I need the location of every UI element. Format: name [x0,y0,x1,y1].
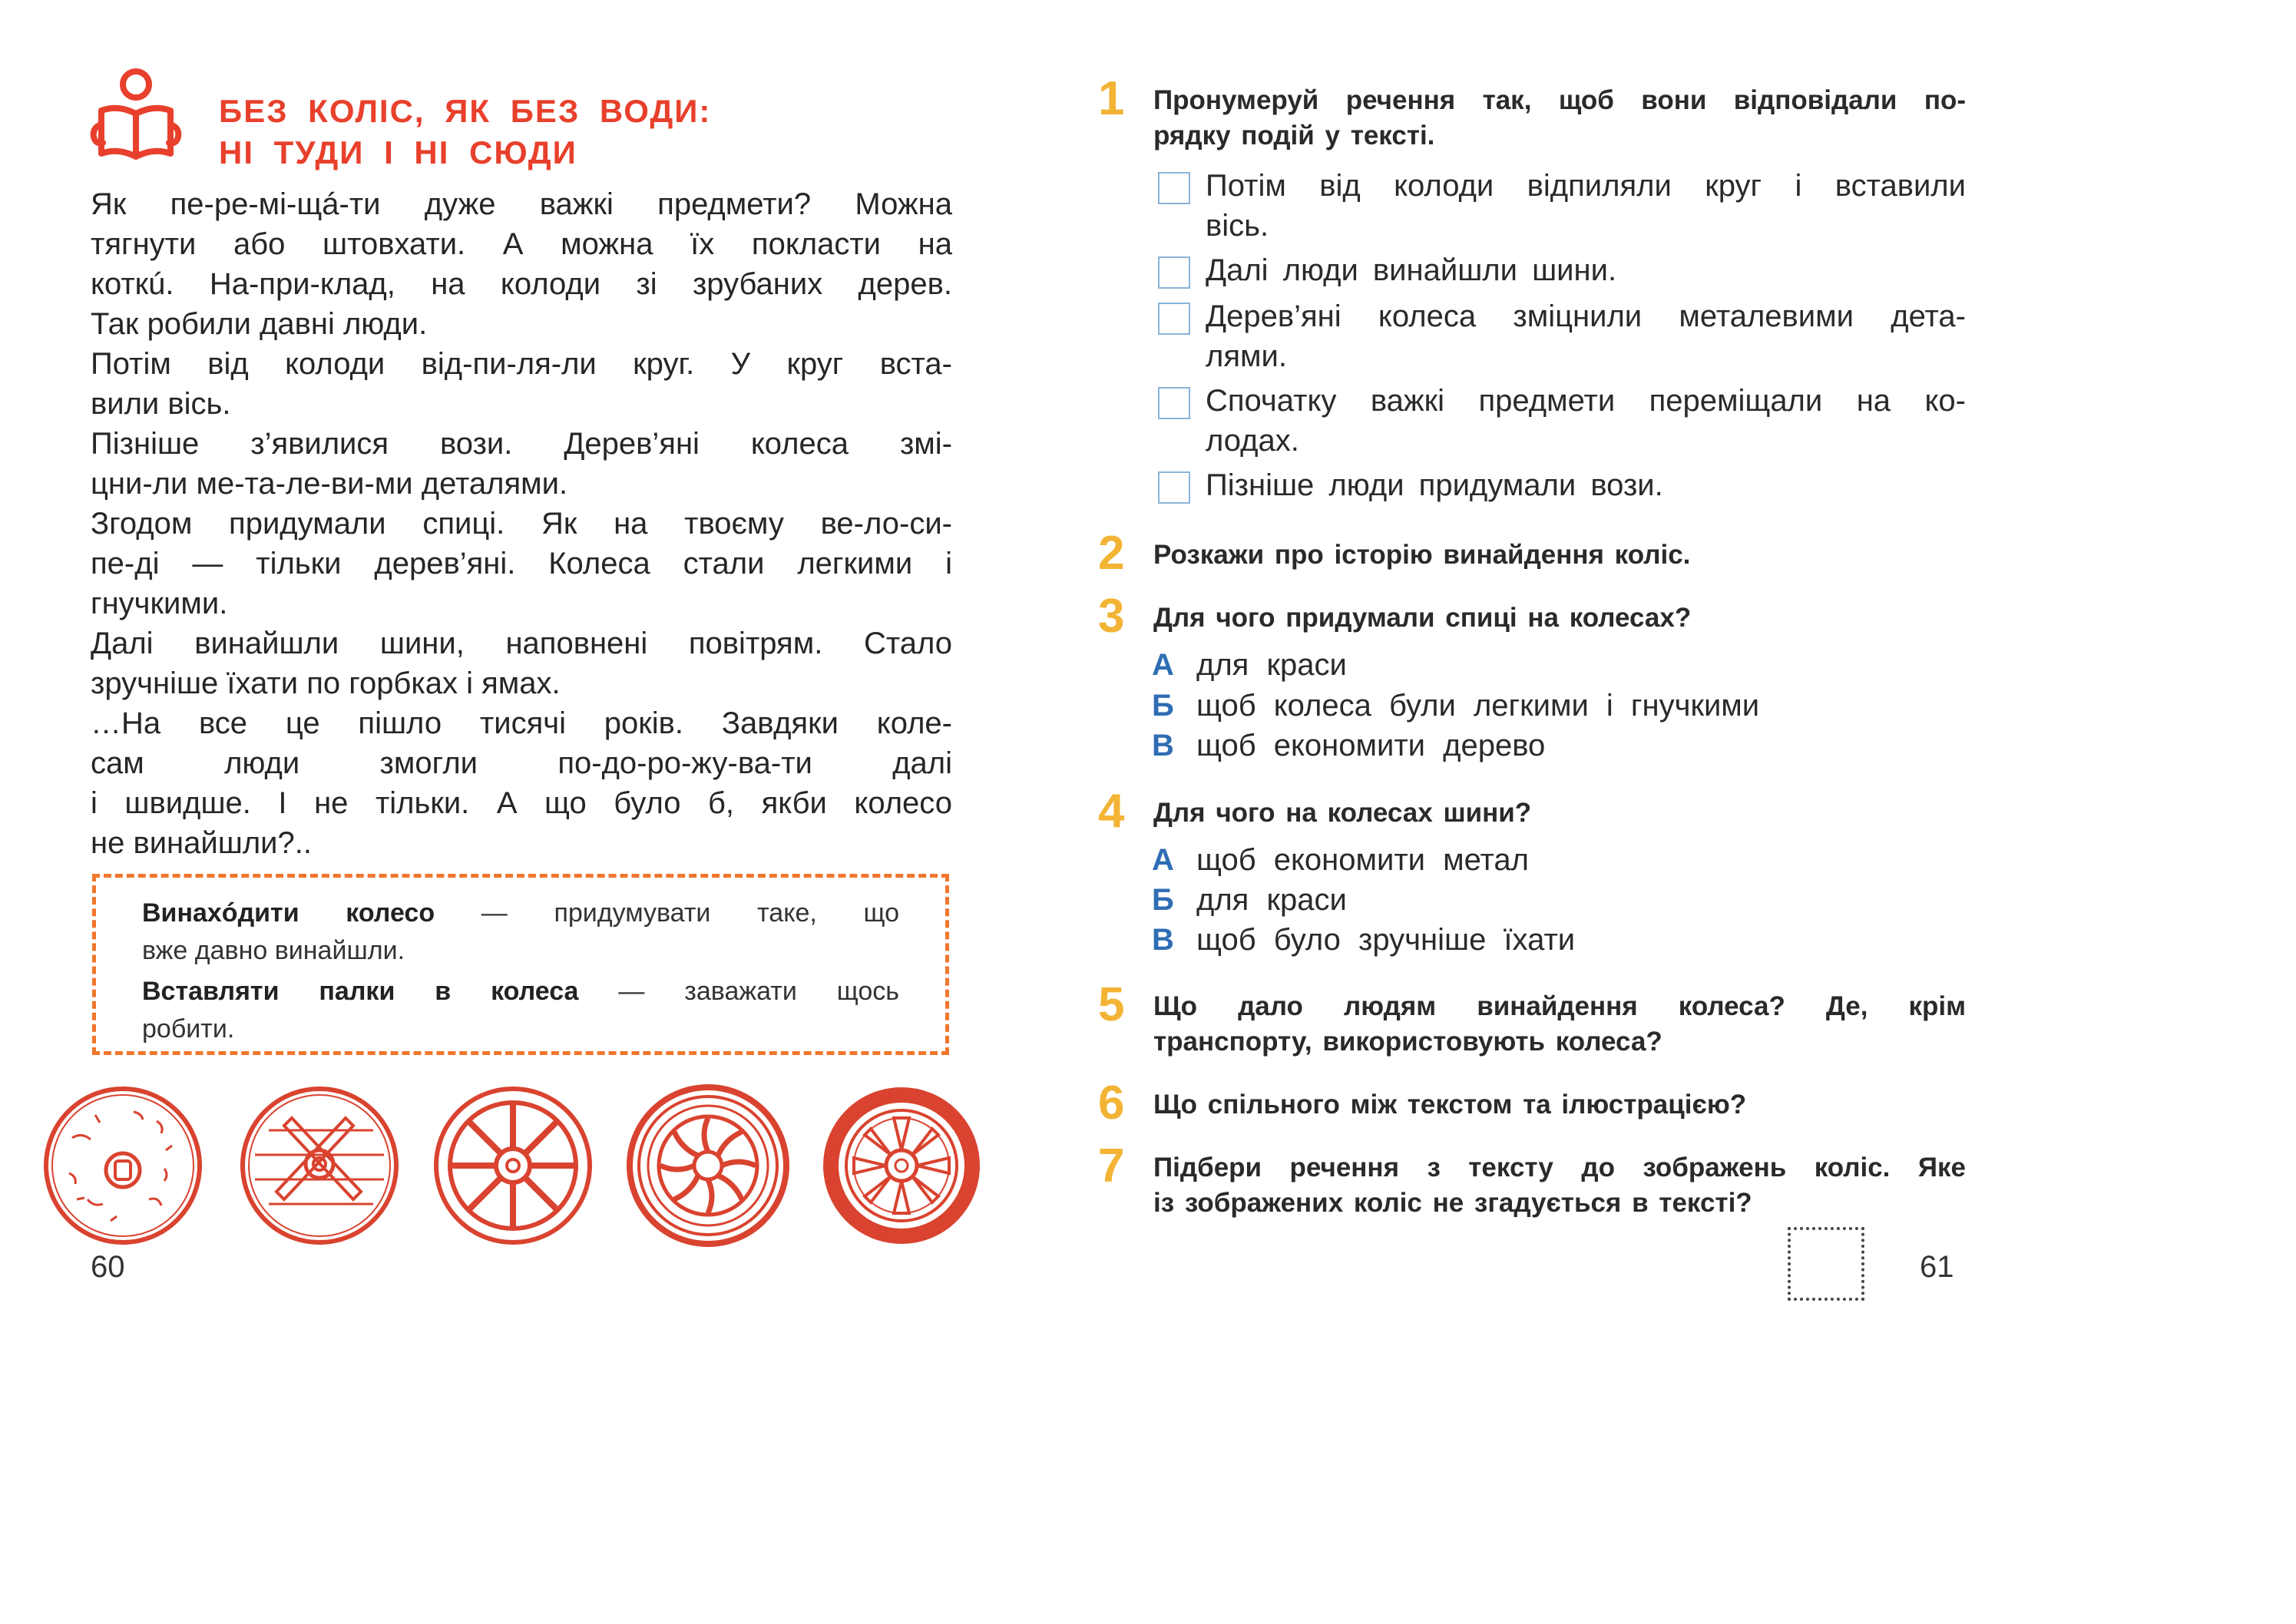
question-line: транспорту, використовують колеса? [1153,1027,1662,1057]
ordering-line: лодах. [1206,424,1299,458]
question-text [1153,1150,1966,1221]
story-paragraph [91,504,952,623]
option-text: для краси [1196,648,1347,682]
rimmed-wheel-icon [627,1084,789,1247]
story-paragraph [91,344,952,424]
question-number: 3 [1098,590,1125,643]
q3-option-b[interactable] [1152,686,1759,726]
stone-wheel-icon [41,1084,204,1247]
option-letter: А [1152,843,1174,877]
number-answer-box[interactable] [1158,471,1190,504]
ordering-item [1158,465,1966,505]
story-line: гнучкими. [91,587,228,620]
option-text: щоб було зручніше їхати [1196,923,1576,957]
question-text: Для чого придумали спиці на колесах? [1153,603,1692,633]
option-text: щоб колеса були легкими і гнучкими [1196,689,1760,723]
number-answer-box[interactable] [1158,387,1190,419]
idiom-line [142,895,899,932]
ordering-line: лями. [1206,339,1287,373]
question-text: Для чого на колесах шини? [1153,798,1532,828]
title-line-2: НІ ТУДИ І НІ СЮДИ [219,134,577,170]
question-line: Що дало людям винайдення колеса? Де, крім [1153,991,1966,1021]
story-line: Як пе-ре-мі-щá-ти дуже важкі предмети? Можна [91,187,952,221]
question-text [1153,989,1966,1060]
page-number-right: 61 [1920,1250,1954,1284]
question-number: 6 [1098,1077,1125,1130]
option-text: щоб економити дерево [1196,729,1546,762]
question-text: Що спільного між текстом та ілюстрацією? [1153,1090,1747,1120]
ordering-item [1158,166,1966,246]
option-letter: В [1152,923,1174,957]
idiom-box [92,874,949,1055]
story-paragraph [91,184,952,344]
question-line: Підбери речення з тексту до зображень коліс. Яке [1153,1153,1966,1182]
option-text: для краси [1196,883,1347,917]
ordering-item [1158,250,1966,290]
number-answer-box[interactable] [1158,256,1190,289]
story-paragraph [91,424,952,504]
story-line: і швидше. І не тільки. А що було б, якби колесо [91,786,952,820]
q4-option-a[interactable] [1152,840,1529,880]
story-line: цни-ли ме-та-ле-ви-ми деталями. [91,467,568,501]
idiom-line [142,973,899,1010]
page-number-left: 60 [91,1250,125,1284]
option-text: щоб економити метал [1196,843,1530,877]
option-letter: Б [1152,689,1174,723]
story-paragraph [91,623,952,703]
dotted-answer-box[interactable] [1788,1227,1864,1301]
option-letter: В [1152,729,1174,762]
question-text: Розкажи про історію винайдення коліс. [1153,540,1691,570]
wooden-plank-wheel-icon [238,1084,401,1247]
question-number: 7 [1098,1139,1125,1192]
spoked-wheel-icon [432,1084,594,1247]
question-number: 5 [1098,978,1125,1031]
ordering-line: Дерев’яні колеса зміцнили металевими дета- [1206,299,1966,333]
story-line: не винайшли?.. [91,826,312,860]
page-title [219,91,711,174]
ordering-line: Потім від колоди відпиляли круг і вставили [1206,169,1966,203]
story-line: зручніше їхати по горбках і ямах. [91,666,561,700]
story-line: пе-ді — тільки дерев’яні. Колеса стали легкими і [91,547,952,580]
story-line: Так робили давні люди. [91,307,428,341]
story-line: сам люди змогли по-до-ро-жу-ва-ти далі [91,746,952,780]
story-line: Згодом придумали спиці. Як на твоєму ве-ло-си- [91,507,952,541]
question-text [1153,83,1966,154]
title-line-1: БЕЗ КОЛІС, ЯК БЕЗ ВОДИ: [219,93,712,129]
reader-icon [86,66,186,166]
tire-wheel-icon [820,1084,983,1247]
story-line: вили вісь. [91,387,231,421]
ordering-line: Пізніше люди придумали вози. [1206,468,1663,502]
option-letter: А [1152,648,1174,682]
number-answer-box[interactable] [1158,172,1190,204]
question-line: Пронумеруй речення так, щоб вони відповідали по- [1153,85,1966,115]
ordering-item [1158,381,1966,461]
story-line: коткú. На-при-клад, на колоди зі зрубаних дерев. [91,267,952,301]
question-number: 1 [1098,72,1125,125]
question-line: рядку подій у тексті. [1153,121,1435,150]
q3-option-a[interactable] [1152,645,1347,685]
story-line: Пізніше з’явилися вози. Дерев’яні колеса змі- [91,427,952,461]
ordering-item [1158,296,1966,376]
q4-option-c[interactable] [1152,920,1575,960]
ordering-line: Спочатку важкі предмети переміщали на ко- [1206,384,1966,418]
number-answer-box[interactable] [1158,303,1190,335]
idiom-definition: — придумувати таке, що [435,898,900,928]
question-line: із зображених коліс не згадується в тексті? [1153,1188,1752,1218]
story-line: …На все це пішло тисячі років. Завдяки коле- [91,706,952,740]
question-number: 2 [1098,527,1125,580]
idiom-definition: — заважати щось [578,977,899,1006]
idiom-term: Винахóдити колесо [142,898,435,928]
story-paragraph [91,703,952,863]
story-text [91,184,952,863]
story-line: Далі винайшли шини, наповнені повітрям. Стало [91,627,952,660]
idiom-term: Вставляти палки в колеса [142,977,579,1006]
ordering-line: вісь. [1206,209,1269,243]
option-letter: Б [1152,883,1174,917]
question-number: 4 [1098,785,1125,838]
idiom-line: робити. [142,1014,235,1044]
story-line: Потім від колоди від-пи-ля-ли круг. У круг вста- [91,347,952,381]
q4-option-b[interactable] [1152,880,1347,920]
q3-option-c[interactable] [1152,726,1545,766]
idiom-line: вже давно винайшли. [142,936,405,965]
ordering-line: Далі люди винайшли шини. [1206,253,1617,287]
story-line: тягнути або штовхати. А можна їх покласти на [91,227,952,261]
